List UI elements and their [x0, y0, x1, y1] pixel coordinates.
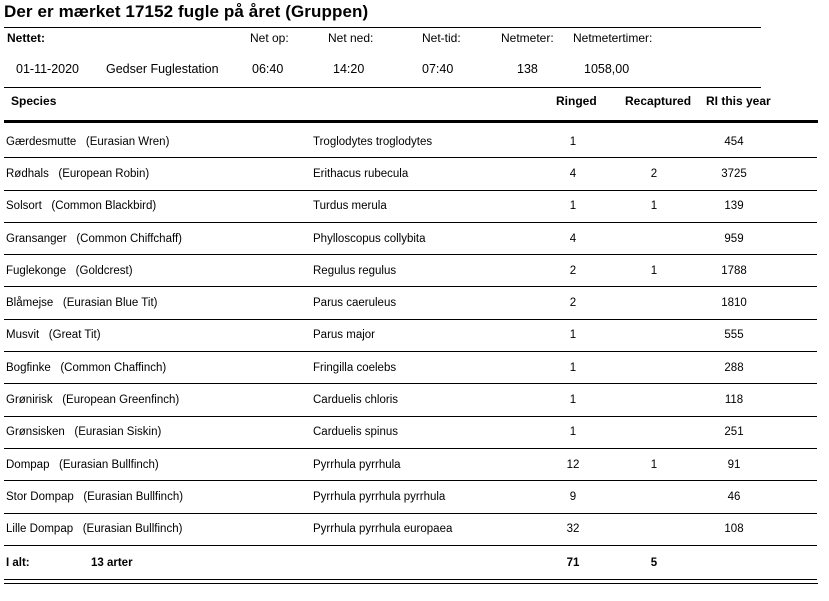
table-row — [4, 481, 817, 513]
ringed-count: 4 — [569, 167, 577, 180]
recaptured-count: 1 — [650, 264, 658, 277]
header-rule — [4, 120, 818, 123]
table-row — [4, 449, 817, 481]
netmeter-value: 138 — [517, 62, 538, 76]
species-latin-name: Turdus merula — [313, 200, 387, 213]
recaptured-count — [624, 126, 684, 157]
ri-this-year-count: 46 — [727, 490, 741, 503]
ri-this-year-count: 1810 — [721, 297, 747, 310]
ringed-count: 2 — [569, 297, 577, 310]
species-common-name: Fuglekonge (Goldcrest) — [6, 264, 133, 277]
species-latin-name: Pyrrhula pyrrhula pyrrhula — [313, 490, 446, 503]
ringed-count: 1 — [569, 329, 577, 342]
species-latin-name: Pyrrhula pyrrhula europaea — [313, 523, 453, 536]
col-recaptured: Recaptured — [625, 94, 692, 108]
netmetertimer-value: 1058,00 — [584, 62, 630, 76]
ringed-count: 1 — [569, 135, 577, 148]
totals-recaptured: 5 — [650, 556, 658, 569]
table-row — [4, 191, 817, 223]
recaptured-count: 1 — [650, 200, 658, 213]
species-common-name: Blåmejse (Eurasian Blue Tit) — [6, 297, 158, 310]
col-ringed: Ringed — [556, 94, 597, 108]
species-latin-name: Carduelis spinus — [313, 426, 399, 439]
net-station: Gedser Fuglestation — [106, 62, 219, 76]
ri-this-year-count: 251 — [724, 426, 744, 439]
net-tid-label: Net-tid: — [422, 31, 461, 45]
table-row — [4, 514, 817, 546]
species-latin-name: Parus caeruleus — [313, 297, 397, 310]
totals-species-count: 13 arter — [91, 556, 133, 569]
species-common-name: Gransanger (Common Chiffchaff) — [6, 232, 182, 245]
species-common-name: Stor Dompap (Eurasian Bullfinch) — [6, 490, 184, 503]
net-date: 01-11-2020 — [16, 62, 80, 76]
species-latin-name: Troglodytes troglodytes — [313, 135, 433, 148]
ringed-count: 32 — [566, 523, 580, 536]
table-row — [4, 288, 817, 320]
ri-this-year-count: 288 — [724, 361, 744, 374]
ri-this-year-count: 959 — [724, 232, 744, 245]
ri-this-year-count: 555 — [724, 329, 744, 342]
species-common-name: Musvit (Great Tit) — [6, 329, 101, 342]
recaptured-count — [624, 288, 684, 319]
ringed-count: 2 — [569, 264, 577, 277]
net-tid-value: 07:40 — [422, 62, 454, 76]
recaptured-count: 2 — [650, 167, 658, 180]
ringed-count: 4 — [569, 232, 577, 245]
ri-this-year-count: 3725 — [721, 167, 747, 180]
ringed-count: 1 — [569, 361, 577, 374]
table-row — [4, 417, 817, 449]
net-divider — [4, 87, 761, 88]
species-common-name: Bogfinke (Common Chaffinch) — [6, 361, 167, 374]
recaptured-count — [624, 514, 684, 545]
species-common-name: Lille Dompap (Eurasian Bullfinch) — [6, 523, 183, 536]
title-divider — [4, 27, 761, 28]
ri-this-year-count: 118 — [724, 394, 744, 407]
species-latin-name: Fringilla coelebs — [313, 361, 397, 374]
species-latin-name: Carduelis chloris — [313, 394, 399, 407]
recaptured-count — [624, 481, 684, 512]
recaptured-count — [624, 223, 684, 254]
totals-ringed: 71 — [566, 556, 580, 569]
table-row — [4, 352, 817, 384]
recaptured-count — [624, 384, 684, 415]
net-label: Nettet: — [7, 31, 45, 45]
species-common-name: Gærdesmutte (Eurasian Wren) — [6, 135, 170, 148]
ringed-count: 1 — [569, 200, 577, 213]
ri-this-year-count: 108 — [724, 523, 744, 536]
net-op-value: 06:40 — [252, 62, 284, 76]
col-species: Species — [11, 94, 57, 108]
ringed-count: 1 — [569, 426, 577, 439]
species-latin-name: Pyrrhula pyrrhula — [313, 458, 401, 471]
recaptured-count — [624, 352, 684, 383]
ri-this-year-count: 139 — [724, 200, 744, 213]
net-ned-label: Net ned: — [328, 31, 374, 45]
ri-this-year-count: 91 — [727, 458, 741, 471]
page-title: Der er mærket 17152 fugle på året (Gruppen) — [4, 2, 369, 21]
table-row — [4, 158, 817, 190]
recaptured-count — [624, 320, 684, 351]
table-row — [4, 223, 817, 255]
species-latin-name: Regulus regulus — [313, 264, 397, 277]
species-latin-name: Parus major — [313, 329, 375, 342]
table-row — [4, 126, 817, 158]
totals-label: I alt: — [6, 556, 30, 569]
species-latin-name: Erithacus rubecula — [313, 167, 409, 180]
bottom-rule — [4, 583, 818, 584]
ri-this-year-count: 454 — [724, 135, 744, 148]
species-common-name: Grønsisken (Eurasian Siskin) — [6, 426, 162, 439]
netmeter-label: Netmeter: — [501, 31, 554, 45]
species-common-name: Dompap (Eurasian Bullfinch) — [6, 458, 159, 471]
table-row — [4, 320, 817, 352]
species-latin-name: Phylloscopus collybita — [313, 232, 426, 245]
ri-this-year-count: 1788 — [721, 264, 747, 277]
totals-row — [4, 546, 817, 580]
recaptured-count — [624, 417, 684, 448]
table-row — [4, 384, 817, 416]
netmetertimer-label: Netmetertimer: — [573, 31, 653, 45]
col-ri-this-year: RI this year — [706, 94, 771, 108]
recaptured-count: 1 — [650, 458, 658, 471]
net-ned-value: 14:20 — [333, 62, 365, 76]
species-common-name: Solsort (Common Blackbird) — [6, 200, 157, 213]
ringed-count: 12 — [566, 458, 580, 471]
species-common-name: Grønirisk (European Greenfinch) — [6, 394, 180, 407]
table-row — [4, 255, 817, 287]
species-common-name: Rødhals (European Robin) — [6, 167, 150, 180]
ringed-count: 1 — [569, 394, 577, 407]
ringed-count: 9 — [569, 490, 577, 503]
net-op-label: Net op: — [250, 31, 289, 45]
